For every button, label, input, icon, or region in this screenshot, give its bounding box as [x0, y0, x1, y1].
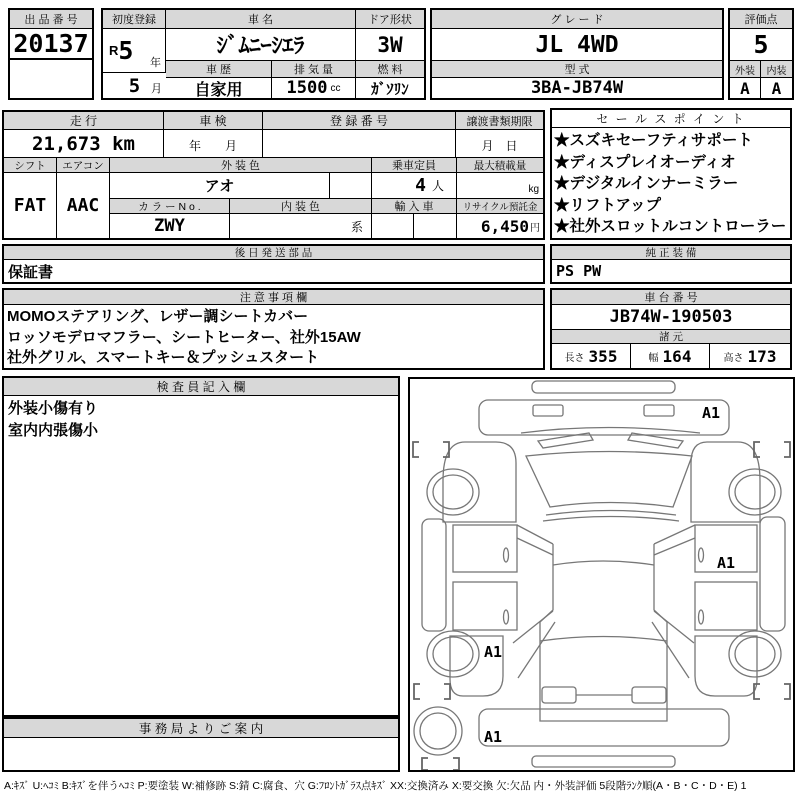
note-line: 社外グリル、スマートキー＆プッシュスタート [7, 349, 320, 366]
later-parts-box [2, 244, 545, 284]
sales-points-title: セ ー ル ス ポ イ ン ト [552, 110, 790, 128]
capacity-value: 4 [415, 175, 426, 196]
grade-label: グ レ ー ド [432, 10, 722, 29]
import-cell-1 [372, 214, 414, 238]
corner-bracket [414, 684, 450, 699]
displacement-unit: cc [330, 82, 341, 94]
height-value: 173 [747, 346, 777, 366]
factory-equipment-box [550, 244, 792, 284]
notes-lines [7, 307, 540, 369]
door-shape-label: ドア形状 [356, 10, 424, 29]
factory-equipment-title: 純 正 装 備 [552, 246, 790, 260]
vehicle-damage-diagram [410, 379, 793, 770]
auction-number-value: 20137 [10, 29, 92, 60]
front-panel [479, 400, 729, 435]
car-history-label: 車 歴 [166, 61, 272, 78]
wheel-front-right-inner [735, 475, 775, 509]
chassis-box [550, 288, 792, 370]
inspection-value: 年 月 [164, 130, 263, 158]
wheel-rear-right-inner [735, 637, 775, 671]
sales-point-item: ★社外スロットルコントローラー [554, 218, 787, 235]
recycle-deposit-label: リサイクル預託金 [457, 199, 543, 214]
sales-point-item: ★デジタルインナーミラー [554, 175, 739, 192]
displacement-label: 排 気 量 [272, 61, 356, 78]
interior-grade-value: A [771, 78, 782, 98]
pillar-lines-front [517, 525, 695, 555]
first-registration-month: 5 [128, 74, 141, 97]
vehicle-detail-box [2, 110, 545, 240]
sales-points-list [554, 130, 788, 238]
notes-box [2, 288, 545, 370]
tailgate-hinge-left [542, 687, 576, 703]
shift-value: FAT [4, 173, 57, 238]
mileage-value: 21,673 km [4, 130, 164, 158]
chassis-number-title: 車 台 番 号 [552, 290, 790, 305]
auction-number-label: 出 品 番 号 [10, 10, 92, 29]
month-suffix: 月 [151, 83, 162, 95]
registration-box [101, 8, 426, 100]
spare-tire-inner [420, 713, 456, 749]
first-registration-year: 5 [118, 36, 134, 65]
car-outline [414, 381, 785, 767]
model-code-value: 3BA-JB74W [530, 78, 624, 98]
rear-bumper [532, 756, 675, 767]
rocker-panel-left [422, 519, 446, 631]
width-cell [631, 344, 710, 368]
corner-bracket [754, 684, 790, 699]
factory-equipment-content: PS PW [556, 262, 602, 280]
damage-mark: A1 [484, 643, 503, 661]
front-fender-left [443, 442, 516, 522]
wheel-rear-left [427, 631, 479, 677]
wheel-front-left-inner [433, 475, 473, 509]
corner-bracket [413, 442, 449, 457]
length-value: 355 [588, 346, 618, 366]
interior-color-label: 内 装 色 [230, 199, 372, 214]
wheel-rear-left-inner [433, 637, 473, 671]
displacement-value: 1500 [286, 78, 328, 98]
interior-grade-label: 内装 [761, 61, 792, 78]
auction-number-box [8, 8, 94, 100]
transfer-docs-label: 譲渡書類期限 [456, 112, 543, 130]
door-handle [699, 610, 704, 624]
registration-number-value [263, 130, 456, 158]
office-notice-box [2, 717, 400, 772]
damage-mark: A1 [702, 404, 721, 422]
capacity-label: 乗車定員 [372, 158, 457, 173]
dashboard-line [546, 511, 676, 516]
damage-diagram-box [408, 377, 795, 772]
auction-number-empty-cell [10, 62, 92, 98]
sales-point-item: ★リフトアップ [554, 196, 661, 214]
inspector-notes-box [2, 376, 400, 717]
first-registration-month-cell [103, 73, 166, 98]
damage-mark: A1 [484, 728, 503, 746]
exterior-color-empty-cell [330, 173, 372, 199]
score-label: 評価点 [730, 10, 792, 29]
headlight-right [644, 405, 674, 416]
length-cell [552, 344, 631, 368]
car-history-value: 自家用 [166, 78, 272, 98]
exterior-grade-label: 外装 [730, 61, 761, 78]
front-fender-right [691, 442, 760, 522]
wheel-rear-right [729, 631, 781, 677]
front-bumper [532, 381, 675, 393]
notes-title: 注 意 事 項 欄 [4, 290, 543, 305]
width-label: 幅 [648, 352, 659, 364]
interior-color-value: 系 [230, 214, 372, 238]
front-seat-line [553, 561, 654, 565]
fuel-label: 燃 料 [356, 61, 424, 78]
registration-number-label: 登 録 番 号 [263, 112, 456, 130]
grade-value: JL 4WD [432, 29, 722, 61]
rear-seat-line [540, 637, 667, 642]
year-suffix: 年 [150, 57, 161, 69]
era-letter: R [109, 43, 119, 58]
aircon-value: AAC [57, 173, 110, 238]
spare-tire [414, 707, 462, 755]
wheel-front-left [427, 469, 479, 515]
color-number-label: カ ラ ー N o . [110, 199, 230, 214]
max-load-label: 最大積載量 [457, 158, 543, 173]
rocker-panel-right [760, 517, 785, 631]
import-label: 輸 入 車 [372, 199, 457, 214]
corner-bracket [422, 758, 459, 770]
exterior-grade-value: A [730, 78, 761, 98]
inspector-notes-title: 検 査 員 記 入 欄 [4, 378, 398, 396]
grade-box [430, 8, 724, 100]
sales-points-box [550, 108, 792, 240]
cowl-line [521, 428, 700, 434]
exterior-color-value: アオ [110, 173, 330, 199]
corner-bracket [754, 442, 790, 457]
inspector-notes-lines [8, 398, 394, 442]
rear-panel [479, 709, 729, 746]
capacity-cell [372, 173, 457, 199]
headlight-left [533, 405, 563, 416]
inspector-note-line: 室内内張傷小 [8, 422, 99, 439]
note-line: MOMOステアリング、レザー調シートカバー [7, 308, 309, 325]
recycle-deposit-unit: 円 [530, 222, 540, 234]
inspector-note-line: 外装小傷有り [8, 400, 99, 417]
door-shape-value: 3W [356, 29, 424, 61]
later-parts-title: 後 日 発 送 部 品 [4, 246, 543, 260]
score-value: 5 [730, 29, 792, 61]
sales-point-item: ★スズキセーフティサポート [554, 132, 753, 149]
door-handle [504, 610, 509, 624]
specs-title: 諸 元 [552, 330, 790, 344]
door-handle [699, 548, 704, 562]
recycle-deposit-cell [457, 214, 543, 238]
fuel-value: ｶﾞｿﾘﾝ [371, 80, 409, 98]
dashboard-line [543, 517, 679, 522]
tailgate-hinge-right [632, 687, 666, 703]
office-notice-title: 事 務 局 よ り ご 案 内 [4, 719, 398, 738]
width-value: 164 [662, 346, 692, 366]
mileage-label: 走 行 [4, 112, 164, 130]
wheel-front-right [729, 469, 781, 515]
height-label: 高さ [723, 352, 744, 364]
rear-fender-right [695, 636, 757, 696]
displacement-cell [272, 78, 356, 98]
car-name-value: ｼﾞﾑﾆｰｼｴﾗ [166, 29, 356, 61]
damage-mark: A1 [717, 554, 736, 572]
first-registration-label: 初度登録 [103, 10, 166, 29]
shift-label: シフト [4, 158, 57, 173]
import-cell-2 [414, 214, 457, 238]
door-rear-right [695, 582, 757, 630]
damage-code-legend: A:ｷｽﾞ U:ﾍｺﾐ B:ｷｽﾞを伴うﾍｺﾐ P:要塗装 W:補修跡 S:錆 C:腐食、穴 G:ﾌﾛﾝﾄｶﾞﾗｽ点ｷｽﾞ XX:交換済み X:要交換 欠:欠品 内・外装評価 5段階ﾗﾝｸ順(A・B・C・D・E) 1 [4, 780, 747, 792]
windshield [526, 452, 692, 508]
inspection-label: 車 検 [164, 112, 263, 130]
max-load-unit: kg [457, 173, 543, 199]
car-name-label: 車 名 [166, 10, 356, 29]
model-code-label: 型 式 [432, 61, 722, 78]
exterior-color-label: 外 装 色 [110, 158, 372, 173]
capacity-unit: 人 [431, 179, 444, 193]
later-parts-content: 保証書 [8, 263, 54, 281]
score-box [728, 8, 794, 100]
aircon-label: エアコン [57, 158, 110, 173]
height-cell [710, 344, 790, 368]
note-line: ロッソモデロマフラー、シートヒーター、社外15AW [7, 328, 361, 346]
transfer-docs-value: 月 日 [456, 130, 543, 158]
color-number-value: ZWY [110, 214, 230, 238]
first-registration-year-cell [103, 29, 166, 73]
length-label: 長さ [564, 352, 585, 364]
door-handle [504, 548, 509, 562]
sales-point-item: ★ディスプレイオーディオ [554, 153, 736, 171]
recycle-deposit-value: 6,450 [480, 216, 529, 236]
chassis-number-value: JB74W-190503 [552, 305, 790, 330]
